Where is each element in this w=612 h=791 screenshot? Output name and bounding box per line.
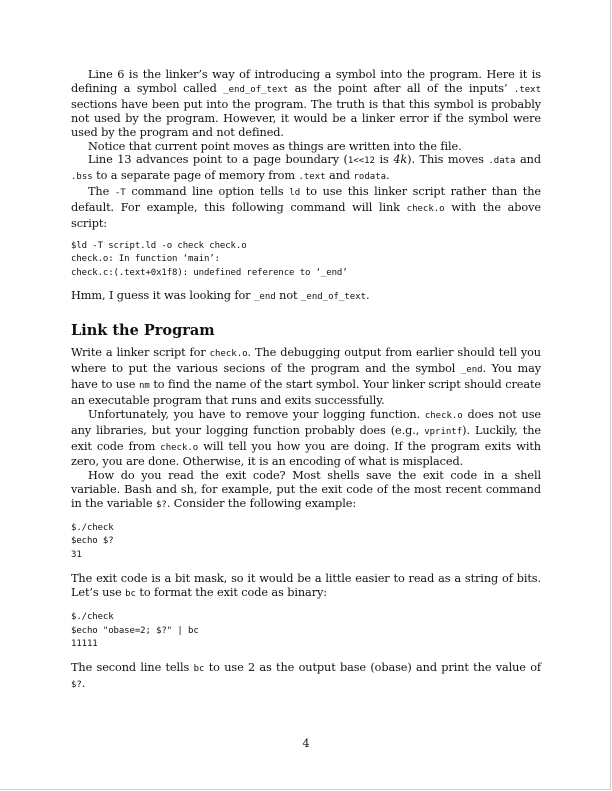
text-span: will tell you how you are doing. If the program exits with zero, you are done. Otherwise, it is an encoding of what is misplaced. (71, 439, 541, 469)
inline-code: $? (71, 680, 82, 691)
inline-code: .text (513, 84, 541, 95)
text-span: . (386, 169, 390, 183)
inline-code: rodata (353, 172, 387, 183)
spacer (71, 280, 541, 289)
paragraph-exit-code (71, 469, 541, 513)
paragraph-t-option (71, 185, 541, 231)
text-span: Hmm, I guess it was looking for (71, 289, 254, 303)
text-span: The (88, 185, 115, 199)
text-span: to use 2 as the output base (obase) and print the value of (204, 661, 542, 675)
text-span: is (374, 153, 394, 167)
spacer (71, 231, 541, 240)
inline-code: _end_of_text (300, 292, 367, 303)
inline-code: ld (289, 188, 301, 199)
spacer (71, 562, 541, 572)
text-span: The second line tells (71, 661, 194, 675)
paragraph-bit-mask (71, 572, 541, 602)
text-span: . (81, 677, 86, 691)
text-span: . Consider the following example: (166, 497, 357, 511)
text-span: to format the exit code as binary: (135, 586, 327, 600)
inline-code: -T (114, 188, 126, 199)
math-text: 4k (393, 153, 408, 167)
spacer (71, 513, 541, 522)
inline-code: check.o (160, 442, 199, 453)
document-body (71, 68, 541, 693)
paragraph-line6 (71, 68, 541, 140)
paragraph-second-line (71, 661, 541, 693)
text-span: Write a linker script for (71, 346, 210, 360)
spacer (71, 602, 541, 611)
inline-code: bc (125, 589, 136, 600)
text-span: Unfortunately, you have to remove your logging function. (88, 407, 425, 421)
text-span: ). Luckily, the exit code from (71, 423, 541, 453)
spacer (71, 305, 541, 322)
inline-code: _end_of_text (223, 84, 289, 95)
text-span: does not use any libraries, but your logging function probably does (e.g., (71, 407, 541, 437)
inline-code: vprintf (424, 426, 463, 437)
code-block-linker-command: $ld -T script.ld -o check check.o check.o: In function ‘main’: check.c:(.text+0x1f8): undefined reference to ‘_end’ (71, 240, 348, 278)
inline-code: 1<<12 (347, 156, 375, 167)
text-span: as the point after all of the inputs’ (288, 81, 514, 95)
paragraph-write-linker-script (71, 346, 541, 408)
inline-code: .bss (71, 172, 93, 183)
spacer (71, 651, 541, 661)
text-span: to use this linker script rather than the default. For example, this following command will link (71, 185, 542, 215)
inline-code: nm (138, 380, 150, 391)
inline-code: $? (155, 500, 167, 511)
inline-code: check.o (406, 204, 445, 215)
text-span: to a separate page of memory from (92, 169, 299, 183)
text-span: Line 6 is the linker’s way of introducing a symbol into the program. Here it is defining a symbol called (71, 68, 541, 95)
inline-code: bc (193, 664, 205, 675)
text-span: How do you read the exit code? Most shells save the exit code in a shell variable. Bash and sh, for example, put the exit code of the most recent command in the variable (71, 469, 541, 511)
inline-code: check.o (424, 410, 463, 421)
text-span: to find the name of the start symbol. Your linker script should create an executable program that runs and exits successfully. (71, 377, 541, 407)
text-span: not (275, 289, 301, 303)
text-span: sections have been put into the program. The truth is that this symbol is probably not used by the program. However, it would be a linker error if the symbol were used by the program and not defined. (71, 97, 541, 139)
text-span: . (366, 289, 370, 303)
inline-code: _end (253, 292, 276, 303)
inline-code: .data (488, 156, 516, 167)
text-span: with the above script: (71, 201, 541, 231)
paragraph-logging (71, 408, 541, 470)
text-span: command line option tells (125, 185, 290, 199)
page-number: 4 (302, 737, 310, 750)
inline-code: _end (460, 365, 483, 375)
text-span: Line 13 advances point to a page boundary ( (88, 153, 348, 167)
inline-code: check.o (209, 349, 248, 360)
text-span: ). This moves (407, 153, 489, 167)
text-span: . The debugging output from earlier should tell you where to put the various secions of the program and the symbol (71, 346, 541, 375)
text-span: The exit code is a bit mask, so it would be a little easier to read as a string of bits. Let’s use (71, 572, 541, 600)
text-span: Notice that current point moves as things are written into the file. (88, 139, 462, 153)
section-title: Link the Program (71, 322, 215, 340)
text-span: and (515, 153, 541, 167)
paragraph-line13 (71, 153, 541, 185)
text-span: . You may have to use (71, 362, 541, 391)
inline-code: .text (298, 172, 326, 183)
code-block-exit-code: $./check $echo $? 31 (71, 523, 114, 560)
paragraph-current-point (71, 140, 541, 154)
text-span: and (325, 169, 354, 183)
paragraph-hmm (71, 289, 541, 305)
code-block-binary: $./check $echo "obase=2; $?" | bc 11111 (71, 612, 199, 649)
